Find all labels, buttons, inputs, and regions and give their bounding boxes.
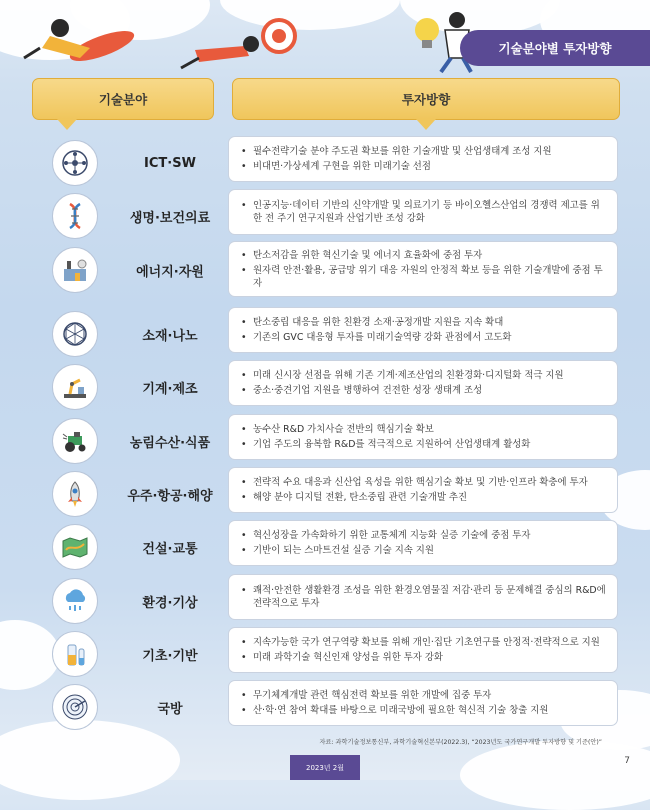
direction-bullet: • 미래 과학기술 혁신인재 양성을 위한 투자 강화	[241, 651, 607, 664]
row-materials	[52, 311, 618, 357]
direction-bullet: • 혁신성장을 가속화하기 위한 교통체계 지능화 실증 기술에 중점 투자	[241, 529, 607, 542]
rocket-icon	[52, 471, 98, 517]
date-tab: 2023년 2월	[290, 755, 360, 780]
direction-bullet: • 무기체계개발 관련 핵심전력 확보를 위한 개발에 집중 투자	[241, 689, 607, 702]
direction-bullet: • 필수전략기술 분야 주도권 확보를 위한 기술개발 및 산업생태계 조성 지원	[241, 145, 607, 158]
direction-bullet: • 미래 신시장 선점을 위해 기존 기계·제조산업의 친환경화·디지털화 적극 지원	[241, 369, 607, 382]
field-name: ICT·SW	[144, 155, 196, 171]
direction-box	[228, 520, 618, 566]
tractor-icon	[52, 418, 98, 464]
field-name: 우주·항공·해양	[127, 488, 213, 504]
rain-cloud-icon	[52, 578, 98, 624]
row-space	[52, 471, 618, 517]
direction-box	[228, 574, 618, 620]
direction-box	[228, 680, 618, 726]
flying-figure-target-illustration	[175, 10, 305, 75]
direction-box	[228, 189, 618, 235]
direction-bullet: • 기업 주도의 융복합 R&D를 적극적으로 지원하여 산업생태계 활성화	[241, 438, 607, 451]
lab-flask-icon	[52, 631, 98, 677]
map-icon	[52, 524, 98, 570]
direction-bullet: • 지속가능한 국가 연구역량 확보를 위해 개인·집단 기초연구를 안정적·전략적으로 지원	[241, 636, 607, 649]
field-name: 생명·보건의료	[129, 210, 211, 226]
field-name: 환경·기상	[142, 595, 198, 611]
row-machinery	[52, 364, 618, 410]
column-header-field: 기술분야	[32, 78, 214, 120]
source-note: 자료: 과학기술정보통신부, 과학기술혁신본부(2022.3), “2023년도 국가연구개발 투자방향 및 기준(안)”	[319, 739, 602, 746]
direction-box	[228, 360, 618, 406]
direction-box	[228, 467, 618, 513]
direction-box	[228, 414, 618, 460]
section-tag: 기술분야별 투자방향	[460, 30, 650, 66]
robot-arm-icon	[52, 364, 98, 410]
direction-bullet: • 탄소중립 대응을 위한 친환경 소재·공정개발 지원을 지속 확대	[241, 316, 607, 329]
direction-bullet: • 기반이 되는 스마트건설 실증 기술 지속 지원	[241, 544, 607, 557]
direction-box	[228, 136, 618, 182]
field-name: 기계·제조	[142, 381, 198, 397]
direction-box	[228, 241, 618, 297]
row-energy	[52, 247, 618, 293]
dna-icon	[52, 193, 98, 239]
direction-bullet: • 농수산 R&D 가치사슬 전반의 핵심기술 확보	[241, 423, 607, 436]
direction-bullet: • 비대면·가상세계 구현을 위한 미래기술 선점	[241, 160, 607, 173]
row-agriculture	[52, 418, 618, 464]
field-name: 소재·나노	[142, 328, 198, 344]
row-ict-sw	[52, 140, 618, 186]
radar-icon	[52, 684, 98, 730]
direction-bullet: • 산·학·연 참여 확대를 바탕으로 미래국방에 필요한 혁신적 기술 창출 지원	[241, 704, 607, 717]
direction-bullet: • 기존의 GVC 대응형 투자를 미래기술역량 강화 관점에서 고도화	[241, 331, 607, 344]
direction-bullet: • 탄소저감을 위한 혁신기술 및 에너지 효율화에 중점 투자	[241, 249, 607, 262]
field-name: 기초·기반	[142, 648, 198, 664]
direction-bullet: • 해양 분야 디지털 전환, 탄소중립 관련 기술개발 추진	[241, 491, 607, 504]
row-environment	[52, 578, 618, 624]
field-name: 국방	[157, 701, 183, 717]
row-construction	[52, 524, 618, 570]
direction-box	[228, 627, 618, 673]
direction-bullet: • 쾌적·안전한 생활환경 조성을 위한 환경오염물질 저감·관리 등 문제해결 중심의 R&D에 전략적으로 투자	[241, 584, 607, 610]
direction-box	[228, 307, 618, 353]
factory-energy-icon	[52, 247, 98, 293]
direction-bullet: • 원자력 안전·활용, 공급망 위기 대응 자원의 안정적 확보 등을 위한 기술개발에 중점 투자	[241, 264, 607, 290]
direction-bullet: • 인공지능·데이터 기반의 신약개발 및 의료기기 등 바이오헬스산업의 경쟁력 제고를 위한 전 주기 연구지원과 산업기반 조성 강화	[241, 199, 607, 225]
page-number: 7	[624, 756, 630, 766]
column-header-direction: 투자방향	[232, 78, 620, 120]
row-basic-research	[52, 631, 618, 677]
molecule-icon	[52, 311, 98, 357]
field-name: 에너지·자원	[136, 264, 204, 280]
flying-figure-rocket-illustration	[20, 14, 140, 74]
field-name: 농림수산·식품	[129, 435, 211, 451]
direction-bullet: • 전략적 수요 대응과 신산업 육성을 위한 핵심기술 확보 및 기반·인프라 확충에 투자	[241, 476, 607, 489]
row-defense	[52, 684, 618, 730]
direction-bullet: • 중소·중견기업 지원을 병행하여 건전한 성장 생태계 조성	[241, 384, 607, 397]
field-name: 건설·교통	[142, 541, 198, 557]
row-bio-health	[52, 193, 618, 239]
network-icon	[52, 140, 98, 186]
